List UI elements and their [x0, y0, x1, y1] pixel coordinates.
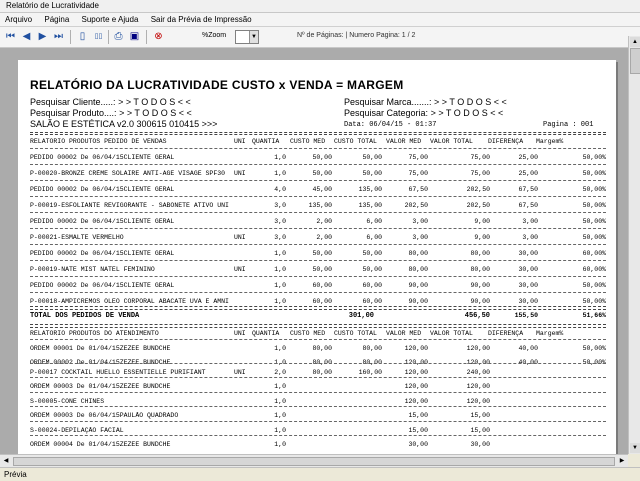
cell-vtot: 120,00: [466, 345, 490, 352]
col-cmed-header: CUSTO MED: [290, 138, 326, 145]
cell-desc: ORDEM 00003 De 06/04/15PAULÃO QUADRADO: [30, 412, 179, 419]
status-bar: [0, 467, 640, 481]
table-row: [30, 354, 606, 366]
cell-qtd: 1,0: [274, 170, 286, 177]
filter-produto-value: > > T O D O S < <: [119, 108, 192, 118]
first-page-icon[interactable]: ⏮: [6, 31, 15, 42]
menu-item-sair[interactable]: Sair da Prévia de Impressão: [150, 15, 252, 24]
report-title: RELATÓRIO DA LUCRATIVIDADE CUSTO x VENDA = MARGEM: [30, 78, 404, 92]
col-uni-header: UNI: [234, 138, 246, 145]
cell-qtd: 1,0: [274, 412, 286, 419]
cell-vtot: 30,00: [470, 441, 490, 448]
cell-vtot: 90,00: [470, 298, 490, 305]
cell-desc: P-00021-ESMALTE VERMELHO: [30, 234, 124, 241]
cell-dif: 3,00: [522, 234, 538, 241]
filter-produto: [30, 108, 192, 118]
cell-uni: UNI: [234, 368, 246, 376]
table-row: [30, 228, 606, 244]
cell-cmed: 60,00: [312, 282, 332, 289]
table-row: [30, 244, 606, 260]
cell-vtot: 120,00: [466, 383, 490, 390]
cell-vtot: 202,50: [466, 186, 490, 193]
cell-desc: ORDEM 00001 De 01/04/15ZEZEE BUNDCHE: [30, 345, 171, 352]
sales-total-row: [30, 312, 606, 322]
cell-dif: 30,00: [518, 250, 538, 257]
cell-cmed: 80,00: [312, 345, 332, 352]
cell-vtot: 80,00: [470, 250, 490, 257]
cell-dif: 30,00: [518, 298, 538, 305]
cell-marg: 60,00%: [582, 250, 606, 257]
table-row: [30, 421, 606, 436]
divider: [30, 132, 606, 133]
cell-dif: 40,00: [518, 358, 538, 366]
menu-item-pagina[interactable]: Página: [44, 15, 70, 24]
cell-cmed: 50,00: [312, 250, 332, 257]
single-page-icon[interactable]: ▯: [79, 31, 86, 42]
col2-qtd-header: QUANTIA: [252, 330, 280, 337]
col2-cmed-header: CUSTO MED: [290, 330, 326, 337]
scroll-up-icon[interactable]: ▲: [630, 37, 640, 47]
scroll-down-icon[interactable]: ▼: [630, 443, 640, 453]
cell-ctot: 60,00: [362, 282, 382, 289]
cell-ctot: 80,00: [362, 358, 382, 366]
cell-dif: 67,50: [518, 186, 538, 193]
report-date: Data: 06/04/15 - 01:37: [344, 121, 437, 129]
vertical-scrollbar[interactable]: [628, 36, 640, 454]
cell-vtot: 75,00: [470, 154, 490, 161]
cell-marg: 50,00%: [582, 298, 606, 305]
col2-marg-header: Margem%: [536, 330, 564, 337]
cell-vmed: 120,00: [404, 345, 428, 352]
cell-cmed: 2,00: [316, 218, 332, 225]
cell-vmed: 90,00: [408, 282, 428, 289]
cell-vtot: 120,00: [466, 358, 490, 366]
cell-ctot: 50,00: [362, 250, 382, 257]
cell-qtd: 1,0: [274, 358, 286, 366]
cell-qtd: 1,0: [274, 426, 286, 434]
total-label: TOTAL DOS PEDIDOS DE VENDA: [30, 312, 140, 320]
cell-dif: 3,00: [522, 218, 538, 225]
filter-marca-label: Pesquisar Marca.......:: [344, 97, 432, 107]
divider: [30, 327, 606, 328]
cell-vmed: 120,00: [404, 397, 428, 405]
sales-table-body: [30, 148, 606, 308]
cell-desc: ORDEM 00004 De 01/04/15ZEZEE BUNDCHE: [30, 441, 171, 448]
cell-desc: S-00005-CONE CHINES: [30, 397, 105, 405]
cell-cmed: 45,00: [312, 186, 332, 193]
cell-vmed: 75,00: [408, 154, 428, 161]
horizontal-scroll-thumb[interactable]: [13, 457, 615, 466]
two-pages-icon[interactable]: ▯▯: [94, 32, 103, 40]
toolbar: [0, 27, 640, 48]
status-text: Prévia: [4, 470, 27, 479]
cell-ctot: 135,00: [358, 186, 382, 193]
horizontal-scrollbar[interactable]: [0, 454, 628, 467]
col-qtd-header: QUANTIA: [252, 138, 280, 145]
page-info: Nº de Páginas: | Numero Pagina: 1 / 2: [297, 32, 416, 39]
cell-desc: PEDIDO 00002 De 06/04/15CLIENTE GERAL: [30, 282, 175, 289]
table-row: [30, 406, 606, 421]
chevron-down-icon[interactable]: ▼: [249, 31, 258, 43]
divider: [30, 324, 606, 325]
cell-uni: UNI: [234, 170, 246, 177]
cell-desc: P-00020-BRONZE CRÈME SOLAIRE ANTI-AGE VISAGE SPF30: [30, 170, 226, 177]
cell-vmed: 80,00: [408, 250, 428, 257]
cell-vmed: 3,00: [412, 218, 428, 225]
company-line: SALÃO E ESTÉTICA v2.0 300615 010415 >>>: [30, 119, 218, 129]
cell-dif: 25,00: [518, 154, 538, 161]
cell-uni: UNI: [234, 266, 246, 273]
print-setup-icon[interactable]: ⎙: [114, 31, 123, 42]
zoom-label: %Zoom: [202, 32, 227, 39]
cell-cmed: 135,00: [308, 202, 332, 209]
cell-vmed: 80,00: [408, 266, 428, 273]
scroll-left-icon[interactable]: ◀: [3, 458, 9, 464]
cell-vtot: 75,00: [470, 170, 490, 177]
close-preview-icon[interactable]: ⊗: [154, 31, 163, 42]
cell-vmed: 75,00: [408, 170, 428, 177]
cell-dif: 30,00: [518, 266, 538, 273]
cell-vtot: 80,00: [470, 266, 490, 273]
cell-qtd: 1,0: [274, 298, 286, 305]
cell-marg: 60,00%: [582, 266, 606, 273]
scroll-right-icon[interactable]: ▶: [619, 458, 625, 464]
preview-viewport[interactable]: [0, 48, 628, 454]
cell-ctot: 50,00: [362, 170, 382, 177]
cell-cmed: 60,00: [312, 298, 332, 305]
table-row: [30, 363, 606, 378]
col-vtot-header: VALOR TOTAL: [430, 138, 473, 145]
divider: [30, 134, 606, 135]
cell-qtd: 3,0: [274, 218, 286, 225]
cell-vmed: 15,00: [408, 412, 428, 419]
cell-vtot: 90,00: [470, 282, 490, 289]
cell-vmed: 67,50: [408, 186, 428, 193]
window-title: Relatório de Lucratividade: [6, 1, 99, 10]
col-ctot-header: CUSTO TOTAL: [334, 138, 377, 145]
toolbar-separator: [146, 30, 147, 44]
cell-desc: PEDIDO 00002 De 06/04/15CLIENTE GERAL: [30, 250, 175, 257]
toolbar-separator: [108, 30, 109, 44]
menu-bar: [0, 13, 640, 27]
filter-cliente-value: > > T O D O S < <: [118, 97, 191, 107]
cell-ctot: 80,00: [362, 345, 382, 352]
cell-vmed: 202,50: [404, 202, 428, 209]
table-row: [30, 339, 606, 354]
cell-marg: 50,00%: [582, 186, 606, 193]
last-page-icon[interactable]: ⏭: [54, 31, 63, 42]
cell-ctot: 60,00: [362, 298, 382, 305]
filter-categoria-label: Pesquisar Categoria:: [344, 108, 429, 118]
col2-desc-header: RELATORIO PRODUTOS DO ATENDIMENTO: [30, 330, 159, 337]
cell-vmed: 30,00: [408, 441, 428, 448]
col-dif-header: DIFERENÇA: [488, 138, 524, 145]
table-row: [30, 164, 606, 180]
cell-vtot: 9,00: [474, 218, 490, 225]
table-row: [30, 196, 606, 212]
col-marg-header: Margem%: [536, 138, 564, 145]
filter-produto-label: Pesquisar Produto....:: [30, 108, 117, 118]
cell-qtd: 1,0: [274, 383, 286, 390]
table-row: [30, 260, 606, 276]
cell-dif: 67,50: [518, 202, 538, 209]
cell-marg: 50,00%: [582, 154, 606, 161]
report-page: [18, 60, 616, 454]
cell-vtot: 202,50: [466, 202, 490, 209]
cell-dif: 30,00: [518, 282, 538, 289]
cell-dif: 25,00: [518, 170, 538, 177]
table-row: [30, 392, 606, 407]
zoom-select[interactable]: [235, 30, 259, 44]
cell-desc: PEDIDO 00002 De 06/04/15CLIENTE GERAL: [30, 218, 175, 225]
table-row: [30, 377, 606, 392]
filter-categoria: [344, 108, 503, 118]
cell-qtd: 2,0: [274, 368, 286, 376]
menu-item-suporte[interactable]: Suporte e Ajuda: [81, 15, 139, 24]
cell-qtd: 1,0: [274, 282, 286, 289]
cell-qtd: 1,0: [274, 397, 286, 405]
cell-ctot: 160,00: [358, 368, 382, 376]
filter-categoria-value: > > T O D O S < <: [430, 108, 504, 118]
col2-uni-header: UNI: [234, 330, 246, 337]
table-row: [30, 148, 606, 164]
cell-dif: 40,00: [518, 345, 538, 352]
cell-desc: P-00019-NATE MIST NATEL FEMININO: [30, 266, 155, 273]
cell-desc: P-00018-AMPICREMOS OLEO CORPORAL ABACATE UVA E AMNI: [30, 298, 229, 305]
cell-desc: P-00019-ESFOLIANTE REVIGORANTE - SABONETE ATIVO UNI: [30, 202, 229, 209]
cell-vtot: 15,00: [470, 412, 490, 419]
col2-dif-header: DIFERENÇA: [488, 330, 524, 337]
filter-cliente-label: Pesquisar Cliente.....:: [30, 97, 116, 107]
cell-qtd: 1,0: [274, 154, 286, 161]
filter-marca-value: > > T O D O S < <: [434, 97, 507, 107]
cell-qtd: 3,0: [274, 234, 286, 241]
col2-vtot-header: VALOR TOTAL: [430, 330, 473, 337]
table-row: [30, 276, 606, 292]
cell-ctot: 6,00: [366, 234, 382, 241]
cell-vmed: 120,00: [404, 368, 428, 376]
cell-marg: 50,00%: [582, 345, 606, 352]
col2-vmed-header: VALOR MED: [386, 330, 422, 337]
cell-desc: S-00024-DEPILAÇÃO FACIAL: [30, 426, 124, 434]
cell-ctot: 50,00: [362, 154, 382, 161]
col-vmed-header: VALOR MED: [386, 138, 422, 145]
divider: [30, 309, 606, 310]
cell-vtot: 15,00: [470, 426, 490, 434]
total-margem: 51,66%: [582, 312, 606, 319]
vertical-scroll-thumb[interactable]: [630, 48, 640, 74]
col-desc-header: RELATORIO PRODUTOS PEDIDO DE VENDAS: [30, 138, 167, 145]
cell-cmed: 50,00: [312, 266, 332, 273]
cell-marg: 50,00%: [582, 218, 606, 225]
cell-uni: UNI: [234, 234, 246, 241]
cell-marg: 50,00%: [582, 282, 606, 289]
report-page-number: Pagina : 001: [543, 121, 594, 129]
cell-desc: ORDEM 00003 De 01/04/15ZEZEE BUNDCHE: [30, 383, 171, 390]
cell-qtd: 4,0: [274, 186, 286, 193]
cell-ctot: 50,00: [362, 266, 382, 273]
table-row: [30, 212, 606, 228]
col2-ctot-header: CUSTO TOTAL: [334, 330, 377, 337]
cell-vtot: 120,00: [466, 397, 490, 405]
cell-vmed: 15,00: [408, 426, 428, 434]
cell-cmed: 50,00: [312, 170, 332, 177]
cell-ctot: 6,00: [366, 218, 382, 225]
cell-cmed: 80,00: [312, 358, 332, 366]
service-table-body: [30, 339, 606, 450]
cell-qtd: 1,0: [274, 266, 286, 273]
title-bar: [0, 0, 640, 13]
cell-desc: P-00017 COCKTAIL HUELLO ESSENTIELLE PURIFIANT: [30, 368, 206, 376]
next-page-icon[interactable]: ▶: [38, 31, 47, 42]
cell-cmed: 80,00: [312, 368, 332, 376]
cell-cmed: 50,00: [312, 154, 332, 161]
cell-vmed: 120,00: [404, 358, 428, 366]
cell-vtot: 9,00: [474, 234, 490, 241]
cell-qtd: 1,0: [274, 345, 286, 352]
table-row: [30, 180, 606, 196]
cell-marg: 50,00%: [582, 202, 606, 209]
menu-item-arquivo[interactable]: Arquivo: [5, 15, 33, 24]
cell-marg: 50,00%: [582, 170, 606, 177]
total-custo: 301,00: [348, 312, 374, 320]
cell-marg: 50,00%: [582, 234, 606, 241]
toolbar-separator: [70, 30, 71, 44]
cell-qtd: 3,0: [274, 202, 286, 209]
prev-page-icon[interactable]: ◀: [22, 31, 31, 42]
cell-desc: PEDIDO 00002 De 06/04/15CLIENTE GERAL: [30, 154, 175, 161]
cell-qtd: 1,0: [274, 441, 286, 448]
cell-cmed: 2,00: [316, 234, 332, 241]
cell-vtot: 240,00: [466, 368, 490, 376]
table-row: [30, 435, 606, 450]
divider: [30, 306, 606, 307]
cell-vmed: 3,00: [412, 234, 428, 241]
printer-icon[interactable]: ▣: [129, 31, 140, 42]
total-diferenca: 155,50: [514, 312, 538, 319]
cell-desc: PEDIDO 00002 De 06/04/15CLIENTE GERAL: [30, 186, 175, 193]
cell-vmed: 120,00: [404, 383, 428, 390]
cell-vmed: 90,00: [408, 298, 428, 305]
filter-marca: [344, 97, 507, 107]
cell-marg: 50,00%: [582, 358, 606, 366]
cell-desc: ORDEM 00002 De 01/04/15ZEZEE BUNDCHE: [30, 358, 171, 366]
total-valor: 456,50: [464, 312, 490, 320]
filter-cliente: [30, 97, 191, 107]
cell-ctot: 135,00: [358, 202, 382, 209]
cell-qtd: 1,0: [274, 250, 286, 257]
